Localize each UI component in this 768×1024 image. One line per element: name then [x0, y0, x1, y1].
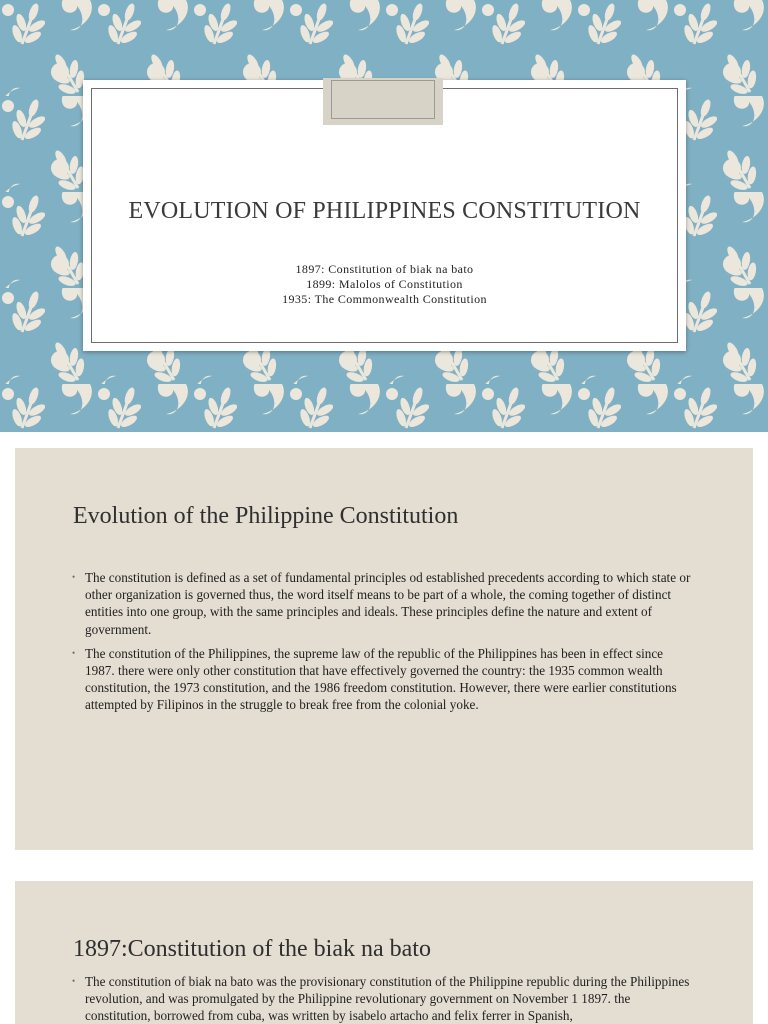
bullet-item: [71, 569, 691, 638]
bullet-text: The constitution is defined as a set of fundamental principles od established precedents according to which state or other organization is governed thus, the word itself means to be part of a whole, the coming together of distinct entities into one group, with the same principles and ideals. These principles define the nature and extent of government.: [85, 570, 691, 637]
main-title: EVOLUTION OF PHILIPPINES CONSTITUTION: [128, 198, 641, 224]
bullet-dot-icon: •: [72, 572, 76, 582]
bullet-dot-icon: •: [72, 976, 76, 986]
title-card-tab-inner: [331, 80, 435, 119]
subtitle-line: 1899: Malolos of Constitution: [306, 277, 463, 291]
slide-heading: Evolution of the Philippine Constitution: [73, 503, 459, 529]
subtitle-list: [83, 262, 686, 307]
bullet-text: The constitution of the Philippines, the supreme law of the republic of the Philippines has been in effect since 1987. there were only other constitution that have effectively governed the country: the 1935 common wealth constitution, the 1973 constitution, and the 1986 freedom constitution. However, there were earlier constitutions attempted by Filipinos in the struggle to break free from the colonial yoke.: [85, 645, 677, 713]
subtitle-line: 1897: Constitution of biak na bato: [295, 262, 474, 276]
title-card-tab: [323, 78, 443, 125]
content-slide-evolution: [15, 448, 753, 850]
bullet-list: [71, 973, 691, 1024]
subtitle-line: 1935: The Commonwealth Constitution: [282, 292, 487, 306]
bullet-item: [71, 973, 691, 1024]
title-card: [83, 80, 686, 351]
title-slide: [0, 0, 768, 432]
bullet-text: The constitution of biak na bato was the provisionary constitution of the Philippine republic during the Philippines revolution, and was promulgated by the Philippine revolutionary government on November 1 1897. the constitution, borrowed from cuba, was written by isabelo artacho and felix ferrer in Spanish,: [85, 974, 690, 1024]
bullet-list: [71, 569, 691, 721]
content-slide-biak-na-bato: [15, 881, 753, 1024]
bullet-item: [71, 645, 691, 714]
bullet-dot-icon: •: [72, 647, 76, 658]
slide-heading: 1897:Constitution of the biak na bato: [73, 936, 431, 962]
